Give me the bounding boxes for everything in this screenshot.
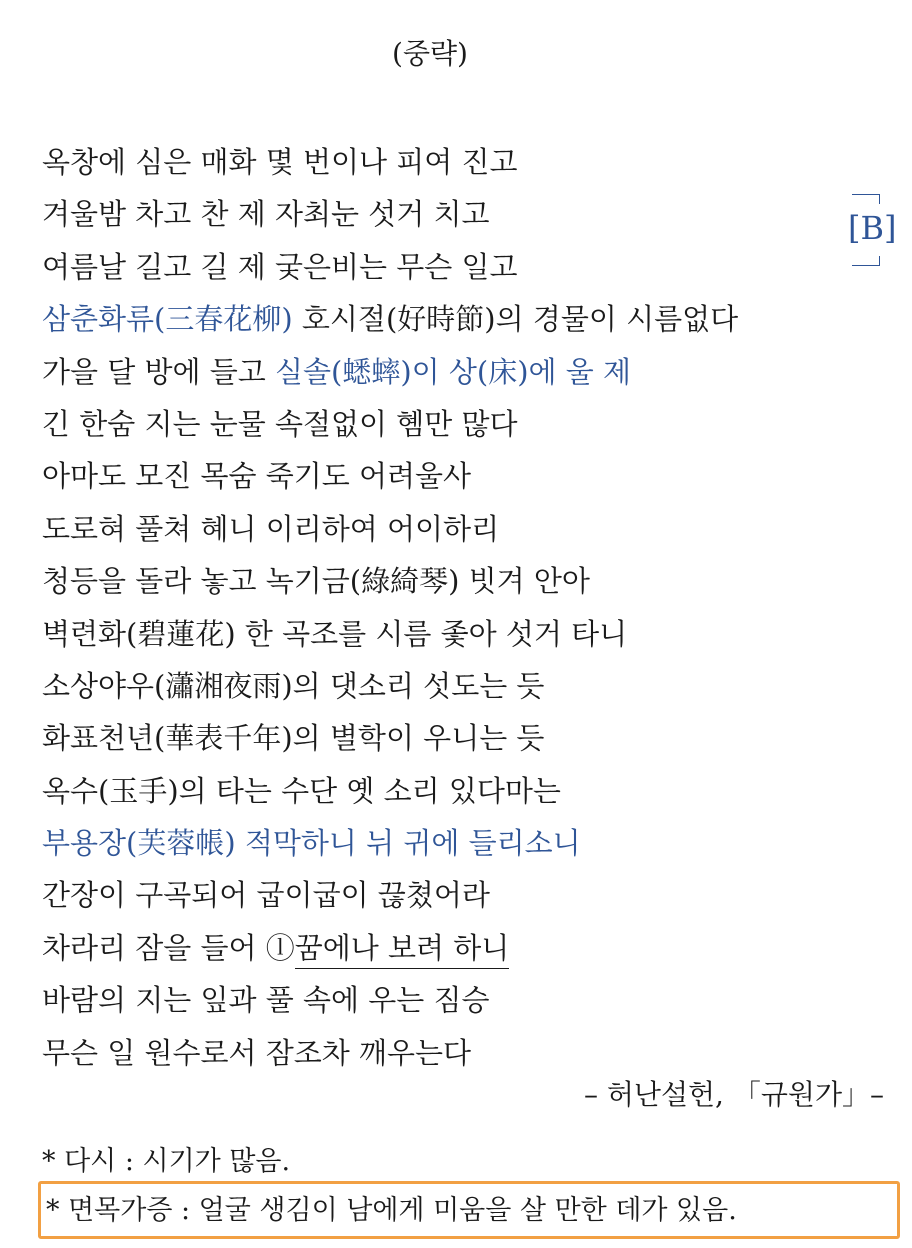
highlighted-footnote-box xyxy=(38,1181,900,1239)
bracket-top-tick xyxy=(852,194,880,204)
poem-line-6: 긴 한숨 지는 눈물 속절없이 혬만 많다 xyxy=(42,406,518,441)
poem-line-3: 여름날 길고 길 제 궂은비는 무슨 일고 xyxy=(42,249,518,284)
highlighted-phrase: 삼춘화류(三春花柳) xyxy=(42,302,293,337)
line-text: 차라리 잠을 들어 xyxy=(42,930,266,965)
highlighted-phrase: 부용장(芙蓉帳) 적막하니 뉘 귀에 들리소니 xyxy=(42,826,581,861)
poem-line-13: 옥수(玉手)의 타는 수단 옛 소리 있다마는 xyxy=(42,773,561,808)
poem-line-5 xyxy=(42,346,738,398)
poem-line-18: 무슨 일 원수로서 잠조차 깨우는다 xyxy=(42,1035,472,1070)
line-text: 가을 달 방에 들고 xyxy=(42,354,275,389)
poem-line-1: 옥창에 심은 매화 몇 번이나 피여 진고 xyxy=(42,145,518,179)
footnote-1: * 다시 : 시기가 많음. xyxy=(42,1146,291,1177)
footnote-2: * 면목가증 : 얼굴 생김이 남에게 미움을 살 만한 데가 있음. xyxy=(46,1195,737,1226)
poem-line-10: 벽련화(碧蓮花) 한 곡조를 시름 좇아 섯거 타니 xyxy=(42,616,628,651)
poem-line-16 xyxy=(42,922,738,974)
marker-l: ⓛ xyxy=(265,930,295,965)
poem-line-11: 소상야우(瀟湘夜雨)의 댓소리 섯도는 듯 xyxy=(42,668,545,703)
poem-line-7: 아마도 모진 목숨 죽기도 어려울사 xyxy=(42,459,472,494)
poem-line-2: 겨울밤 차고 찬 제 자최눈 섯거 치고 xyxy=(42,197,490,232)
poem-line-15: 간장이 구곡되어 굽이굽이 끊쳤어라 xyxy=(42,878,490,913)
omission-mark: (중략) xyxy=(392,37,468,70)
bracket-bottom-tick xyxy=(852,256,880,266)
source-citation: – 허난설헌, 「규원가」– xyxy=(583,1078,884,1111)
poem-body xyxy=(42,136,738,1079)
underlined-phrase: 꿈에나 보려 하니 xyxy=(295,928,510,969)
poem-line-4 xyxy=(42,293,738,345)
highlighted-phrase: 실솔(蟋蟀)이 상(床)에 울 제 xyxy=(274,354,631,389)
poem-line-14 xyxy=(42,817,738,869)
poem-line-17: 바람의 지는 잎과 풀 속에 우는 짐승 xyxy=(42,983,490,1018)
section-label: [B] xyxy=(848,209,897,247)
poem-line-12: 화표천년(華表千年)의 별학이 우니는 듯 xyxy=(42,721,545,756)
section-bracket-b xyxy=(848,194,904,266)
poem-line-9: 청등을 돌라 놓고 녹기금(綠綺琴) 빗겨 안아 xyxy=(42,564,590,599)
poem-line-8: 도로혀 풀쳐 혜니 이리하여 어이하리 xyxy=(42,511,500,546)
line-text: 호시절(好時節)의 경물이 시름없다 xyxy=(292,302,739,337)
